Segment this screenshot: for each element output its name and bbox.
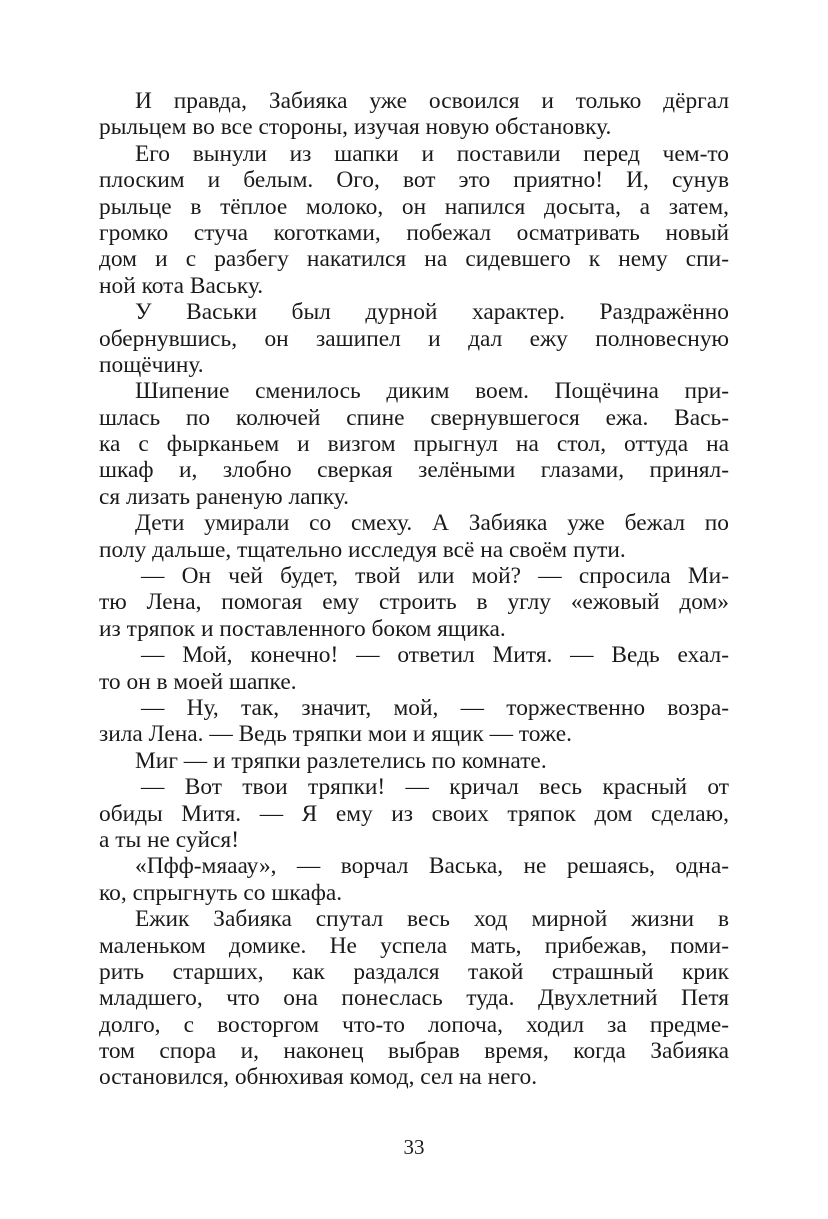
- text-line: остановился, обнюхивая комод, сел на него.: [99, 1064, 538, 1091]
- paragraph: [99, 299, 729, 378]
- text-line: Ежик Забияка спутал весь ход мирной жизни в: [135, 906, 729, 933]
- text-line: Его вынули из шапки и поставили перед чем-то: [135, 140, 729, 167]
- text-line: И правда, Забияка уже освоился и только дёргал: [135, 88, 729, 114]
- book-page-text: [99, 88, 729, 1091]
- paragraph: [99, 141, 729, 299]
- text-line: шкаф и, злобно сверкая зелёными глазами, принял-: [99, 457, 729, 484]
- text-line: полу дальше, тщательно исследуя всё на своём пути.: [99, 536, 626, 563]
- paragraph: [99, 642, 729, 695]
- text-line: плоским и белым. Ого, вот это приятно! И, сунув: [99, 167, 729, 194]
- paragraph: [99, 748, 729, 774]
- paragraph: [99, 695, 729, 748]
- text-line: Миг — и тряпки разлетелись по комнате.: [135, 747, 547, 774]
- paragraph: [99, 88, 729, 141]
- text-line: обиды Митя. — Я ему из своих тряпок дом сделаю,: [99, 800, 729, 827]
- paragraph: [99, 774, 729, 853]
- text-line: — Ну, так, значит, мой, — торжественно возра-: [141, 694, 729, 721]
- text-line: то он в моей шапке.: [99, 668, 297, 695]
- text-line: обернувшись, он зашипел и дал ежу полновесную: [99, 325, 729, 352]
- text-line: У Васьки был дурной характер. Раздражённо: [135, 299, 729, 326]
- text-line: рыльце в тёплое молоко, он напился досыта, а затем,: [99, 193, 729, 220]
- text-line: тю Лена, помогая ему строить в углу «ежовый дом»: [99, 589, 729, 616]
- paragraph: [99, 906, 729, 1091]
- text-line: Дети умирали со смеху. А Забияка уже бежал по: [135, 510, 729, 537]
- text-line: — Он чей будет, твой или мой? — спросила Ми-: [141, 563, 729, 590]
- paragraph: [99, 563, 729, 642]
- text-line: из тряпок и поставленного боком ящика.: [99, 615, 506, 642]
- text-line: пощёчину.: [99, 351, 204, 378]
- text-line: дом и с разбегу накатился на сидевшего к нему спи-: [99, 246, 729, 273]
- text-line: младшего, что она понеслась туда. Двухлетний Петя: [99, 985, 729, 1012]
- text-line: шлась по колючей спине свернувшегося ежа. Вась-: [99, 404, 729, 431]
- text-line: зила Лена. — Ведь тряпки мои и ящик — тоже.: [99, 721, 572, 748]
- text-line: ся лизать раненую лапку.: [99, 483, 349, 510]
- text-line: Шипение сменилось диким воем. Пощёчина при-: [135, 378, 729, 405]
- text-line: рыльцем во все стороны, изучая новую обстановку.: [99, 114, 612, 141]
- text-line: а ты не суйся!: [99, 826, 239, 853]
- paragraph: [99, 853, 729, 906]
- text-line: долго, с восторгом что-то лопоча, ходил за предме-: [99, 1011, 729, 1038]
- text-line: маленьком домике. Не успела мать, прибежав, поми-: [99, 932, 729, 959]
- text-line: — Мой, конечно! — ответил Митя. — Ведь ехал-: [141, 642, 729, 669]
- text-line: том спора и, наконец выбрав время, когда Забияка: [99, 1038, 729, 1065]
- text-line: «Пфф-мяаау», — ворчал Васька, не решаясь, одна-: [135, 853, 729, 880]
- text-line: ка с фырканьем и визгом прыгнул на стол, оттуда на: [99, 431, 729, 458]
- page-number: 33: [403, 1135, 425, 1159]
- text-line: рить старших, как раздался такой страшный крик: [99, 958, 729, 985]
- text-line: — Вот твои тряпки! — кричал весь красный от: [141, 774, 729, 801]
- text-line: ко, спрыгнуть со шкафа.: [99, 879, 343, 906]
- paragraph: [99, 378, 729, 510]
- paragraph: [99, 510, 729, 563]
- text-line: громко стуча коготками, побежал осматривать новый: [99, 219, 729, 246]
- text-line: ной кота Ваську.: [99, 272, 264, 299]
